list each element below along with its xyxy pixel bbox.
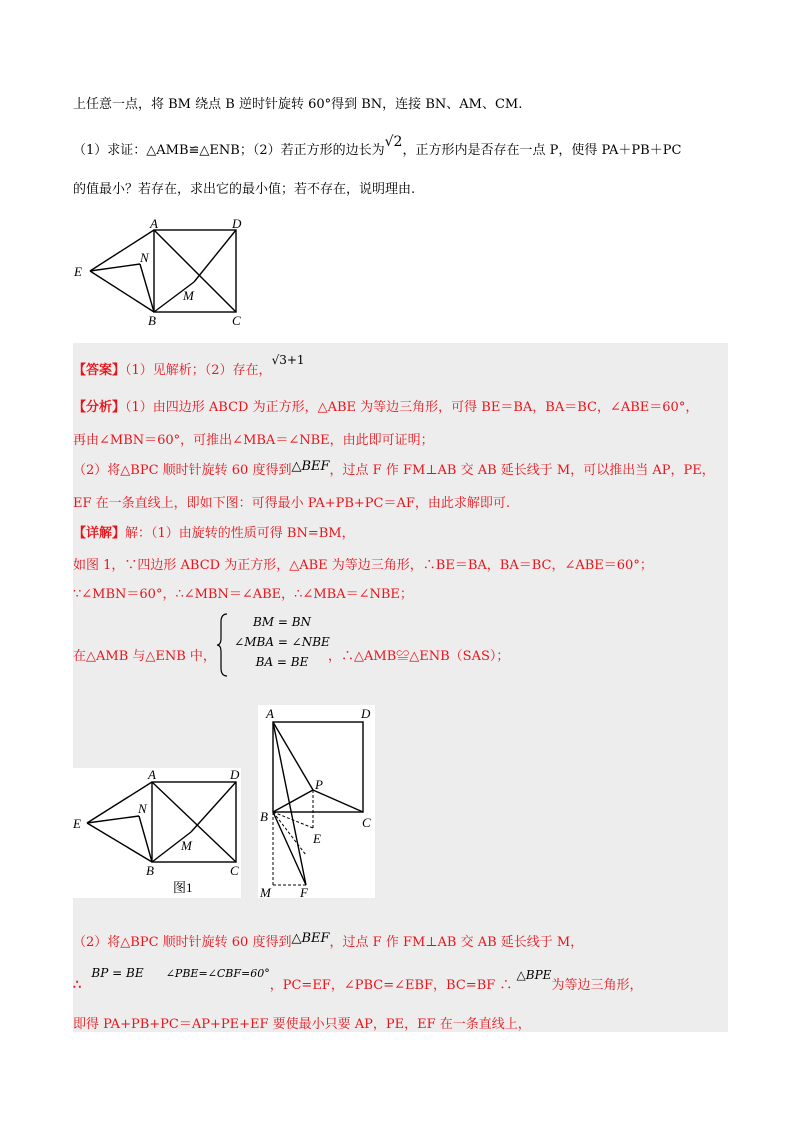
answer-value: √3+1: [271, 353, 305, 367]
answer-text: （1）见解析；（2）存在，: [125, 363, 272, 378]
label-d: D: [232, 218, 242, 231]
question-line-2a: （1）求证：△AMB≌△ENB；（2）若正方形的边长为: [73, 143, 385, 158]
detail-system-prefix: 在△AMB 与△ENB 中，: [73, 649, 216, 664]
label-n: N: [140, 250, 149, 265]
analysis-text-3b: ，过点 F 作 FM⊥AB 交 AB 延长线于 M，可以推出当 AP，PE，: [329, 463, 715, 478]
figure-2-panel: [258, 705, 375, 898]
fig2-label-a: A: [266, 706, 274, 721]
detail-tag: 【详解】: [73, 526, 126, 541]
detail-text-1: 解：（1）由旋转的性质可得 BN=BM，: [125, 526, 355, 541]
analysis-tag: 【分析】: [73, 400, 126, 415]
part2-triangle-bef: △BEF: [291, 931, 330, 946]
analysis-text-3a: （2）将△BPC 顺时针旋转 60 度得到: [73, 463, 292, 478]
analysis-text-1: （1）由四边形 ABCD 为正方形，△ABE 为等边三角形，可得 BE＝BA，BA＝BC，∠ABE＝60°，: [125, 400, 699, 415]
detail-line-2: 如图 1，∵四边形 ABCD 为正方形，△ABE 为等边三角形，∴BE＝BA，BA＝BC，∠ABE＝60°；: [73, 558, 653, 573]
part2-line-1: [73, 933, 583, 953]
figure-2: [258, 705, 375, 898]
fig1-label-b: B: [146, 863, 154, 878]
fig1-label-e: E: [73, 816, 81, 831]
fig1-label-m: M: [181, 838, 192, 853]
congruence-system: [232, 612, 332, 672]
part2-text-2: ，PC=EF，∠PBC=∠EBF，BC=BF ∴: [269, 978, 513, 993]
part2-text-1b: ，过点 F 作 FM⊥AB 交 AB 延长线于 M，: [329, 935, 584, 950]
figure-1-panel: [73, 768, 241, 898]
answer-tag: 【答案】: [73, 363, 126, 378]
figure-1: [73, 768, 241, 898]
question-line-1: 上任意一点，将 BM 绕点 B 逆时针旋转 60°得到 BN，连接 BN、AM、CM.: [73, 97, 523, 112]
detail-system-suffix: ，∴△AMB≌△ENB（SAS）；: [328, 649, 510, 664]
fig2-label-b: B: [260, 809, 268, 824]
label-a: A: [150, 218, 158, 231]
question-line-2b: ，正方形内是否存在一点 P，使得 PA＋PB＋PC: [402, 143, 682, 158]
part2-text-2-end: 为等边三角形，: [551, 978, 643, 993]
part2-line-3: 即得 PA+PB+PC＝AP+PE+EF 要使最小只要 AP，PE，EF 在一条直线上，: [73, 1017, 531, 1032]
system-brace: [216, 612, 230, 678]
fig2-label-c: C: [362, 815, 371, 830]
fig2-label-p: P: [315, 777, 323, 792]
fig1-label-d: D: [230, 768, 240, 782]
detail-line-3: ∵∠MBN＝60°，∴∠MBN＝∠ABE，∴∠MBA＝∠NBE；: [73, 587, 413, 602]
part2-therefore: ∴: [73, 978, 82, 993]
detail-line-1: [73, 524, 355, 544]
question-line-3: 的值最小？若存在，求出它的最小值；若不存在，说明理由.: [73, 182, 416, 197]
fig2-label-m: M: [260, 885, 271, 898]
label-c: C: [232, 313, 241, 328]
part2-text-1a: （2）将△BPC 顺时针旋转 60 度得到: [73, 935, 292, 950]
label-b: B: [148, 313, 156, 328]
label-e: E: [74, 264, 82, 279]
system-eq-3: BA = BE: [255, 655, 309, 669]
square-figure-top: [70, 218, 260, 333]
part2-triangle-bpe: △BPE: [516, 968, 552, 982]
figure-1-caption: 图1: [173, 880, 193, 895]
question-line-2: [73, 134, 682, 161]
sqrt-two: √2: [384, 134, 403, 150]
fig2-label-e: E: [313, 831, 321, 846]
fig1-label-n: N: [138, 801, 147, 816]
label-m: M: [183, 288, 194, 303]
analysis-line-1: [73, 398, 698, 418]
fig1-label-c: C: [230, 863, 239, 878]
analysis-triangle: △BEF: [291, 459, 330, 474]
system-eq-1: BM = BN: [252, 615, 312, 629]
analysis-line-3: [73, 461, 715, 481]
fig2-label-f: F: [300, 885, 308, 898]
analysis-line-4: EF 在一条直线上，即如下图：可得最小 PA+PB+PC＝AF，由此求解即可.: [73, 496, 511, 511]
fig1-label-a: A: [148, 768, 156, 782]
fig2-label-d: D: [361, 706, 371, 721]
part2-math-bp-be: BP = BE: [91, 966, 144, 980]
analysis-line-2: 再由∠MBN＝60°，可推出∠MBA＝∠NBE，由此即可证明；: [73, 433, 434, 448]
system-eq-2: ∠MBA = ∠NBE: [234, 635, 330, 649]
part2-math-angles: ∠PBE=∠CBF=60°: [165, 967, 270, 980]
answer-line: [73, 353, 305, 381]
